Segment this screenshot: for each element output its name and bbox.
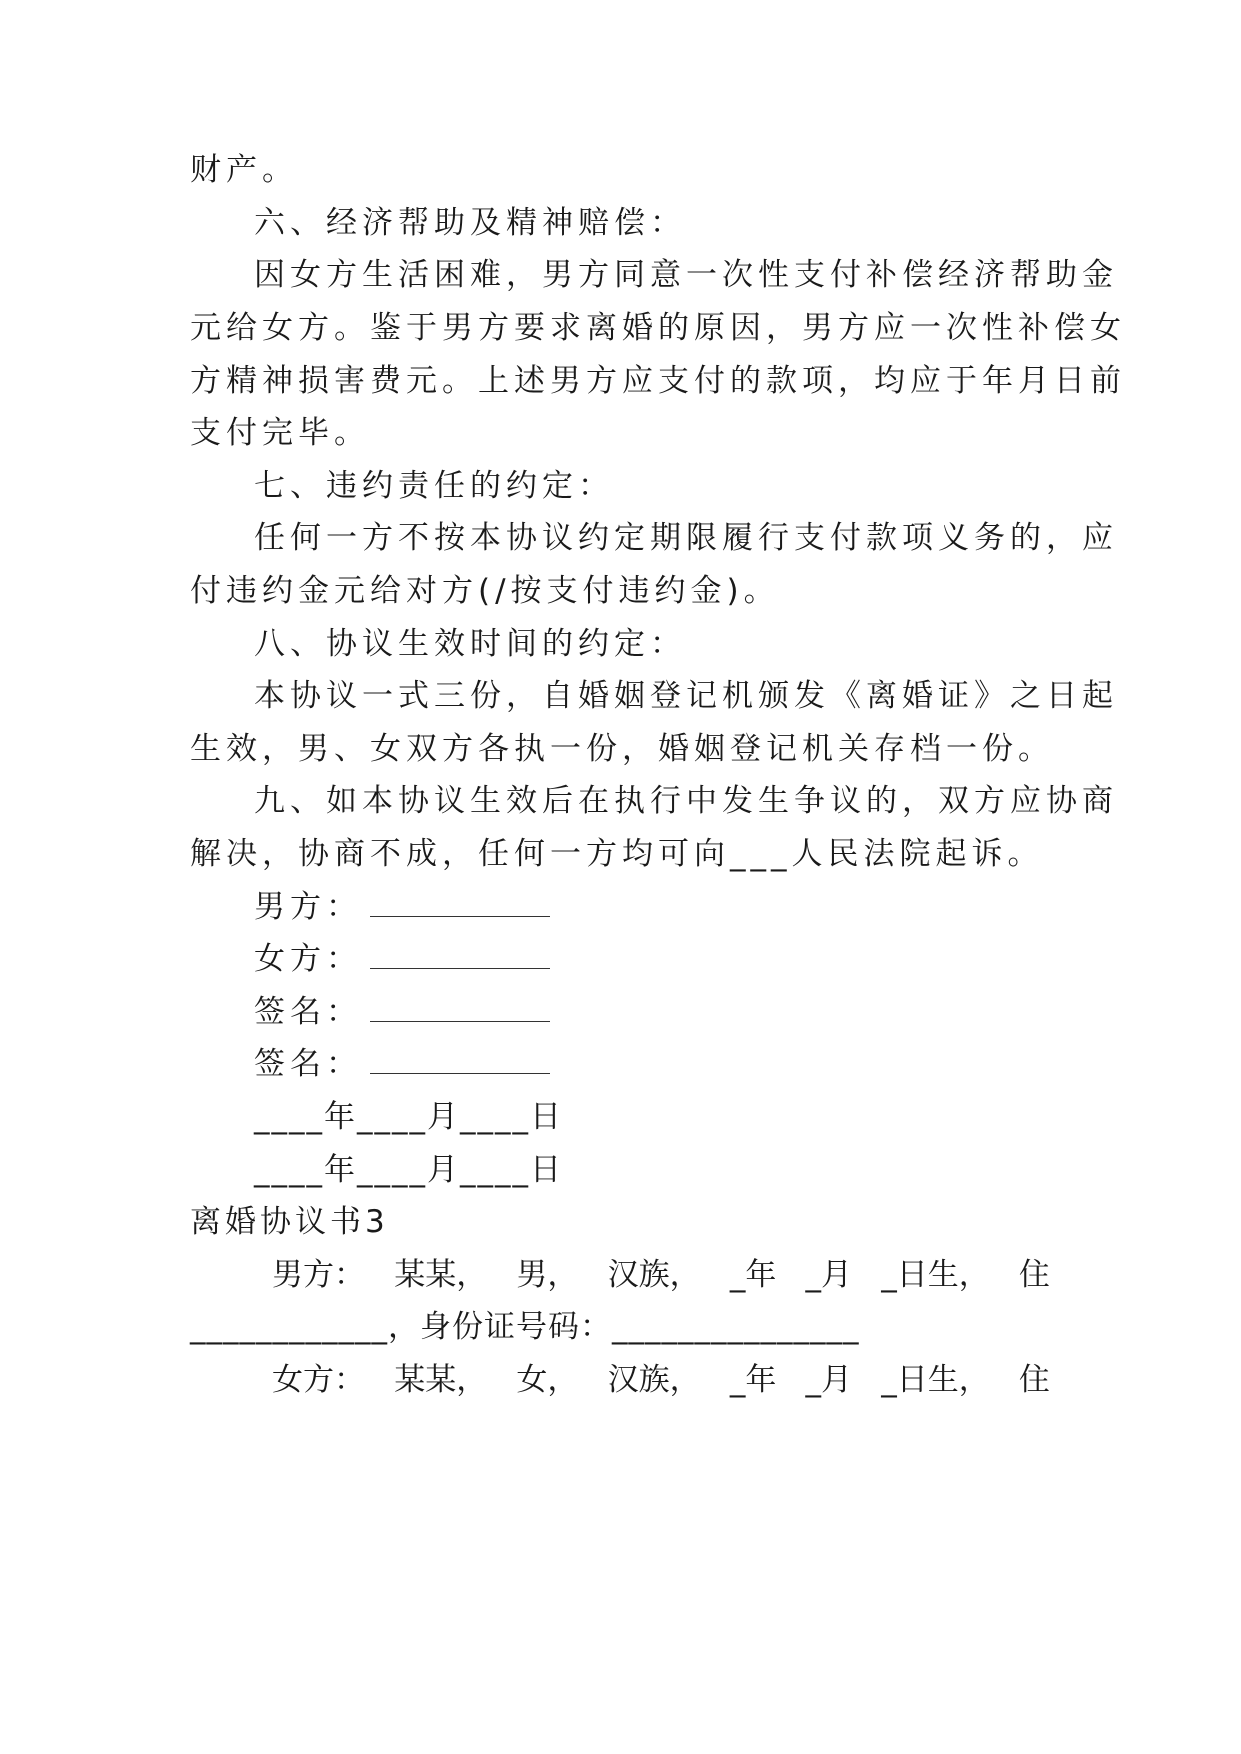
text-segment: 某某， [394,1257,488,1293]
text-segment: _月 [805,1257,853,1293]
female-label: 女方： [254,941,362,977]
male-intro-line [272,1255,1050,1295]
female-signature-line [254,939,1050,979]
date-line: ____年____月____日 [254,1099,563,1135]
text-line: 任何一方不按本协议约定期限履行支付款项义务的，应 [254,520,1118,556]
female-blank [370,944,550,969]
text-segment: 住 [1018,1362,1050,1398]
date-line: ____年____月____日 [254,1152,563,1188]
signature-blank [370,997,550,1022]
text-segment: 住 [1018,1257,1050,1293]
text-line: 元给女方。鉴于男方要求离婚的原因，男方应一次性补偿女 [190,310,1126,346]
male-signature-line [254,887,1050,927]
text-segment: _年 [729,1362,777,1398]
text-segment: 女， [516,1362,579,1398]
section-heading: 八、协议生效时间的约定： [254,626,686,662]
section-heading: 七、违约责任的约定： [254,468,614,504]
male-blank [370,892,550,917]
text-line: 支付完毕。 [190,415,370,451]
text-segment: 男方： [272,1257,365,1293]
signature-label: 签名： [254,1046,362,1082]
text-line: 财产。 [190,152,298,188]
signature-line [254,1044,1050,1084]
text-line: 付违约金元给对方(/按支付违约金)。 [190,573,780,609]
text-segment: _日生， [881,1362,990,1398]
text-line: 因女方生活困难，男方同意一次性支付补偿经济帮助金 [254,257,1118,293]
text-segment: 某某， [394,1362,488,1398]
text-line: 解决，协商不成，任何一方均可向___人民法院起诉。 [190,836,1044,872]
signature-label: 签名： [254,994,362,1030]
section-heading: 六、经济帮助及精神赔偿： [254,205,686,241]
male-label: 男方： [254,889,362,925]
text-segment: 汉族， [607,1362,701,1398]
signature-line [254,992,1050,1032]
text-segment: 汉族， [607,1257,701,1293]
male-id-line: ____________，身份证号码：_______________ [190,1309,860,1345]
text-segment: 女方： [272,1362,365,1398]
text-segment: 男， [516,1257,579,1293]
text-segment: _日生， [881,1257,990,1293]
text-segment: _年 [729,1257,777,1293]
section-title: 离婚协议书3 [190,1204,389,1240]
text-line: 方精神损害费元。上述男方应支付的款项，均应于年月日前 [190,363,1126,399]
text-line: 生效，男、女双方各执一份，婚姻登记机关存档一份。 [190,731,1054,767]
female-intro-line [272,1360,1050,1400]
text-segment: _月 [805,1362,853,1398]
signature-blank [370,1049,550,1074]
text-line: 本协议一式三份，自婚姻登记机颁发《离婚证》之日起 [254,678,1118,714]
text-line: 九、如本协议生效后在执行中发生争议的，双方应协商 [254,783,1118,819]
